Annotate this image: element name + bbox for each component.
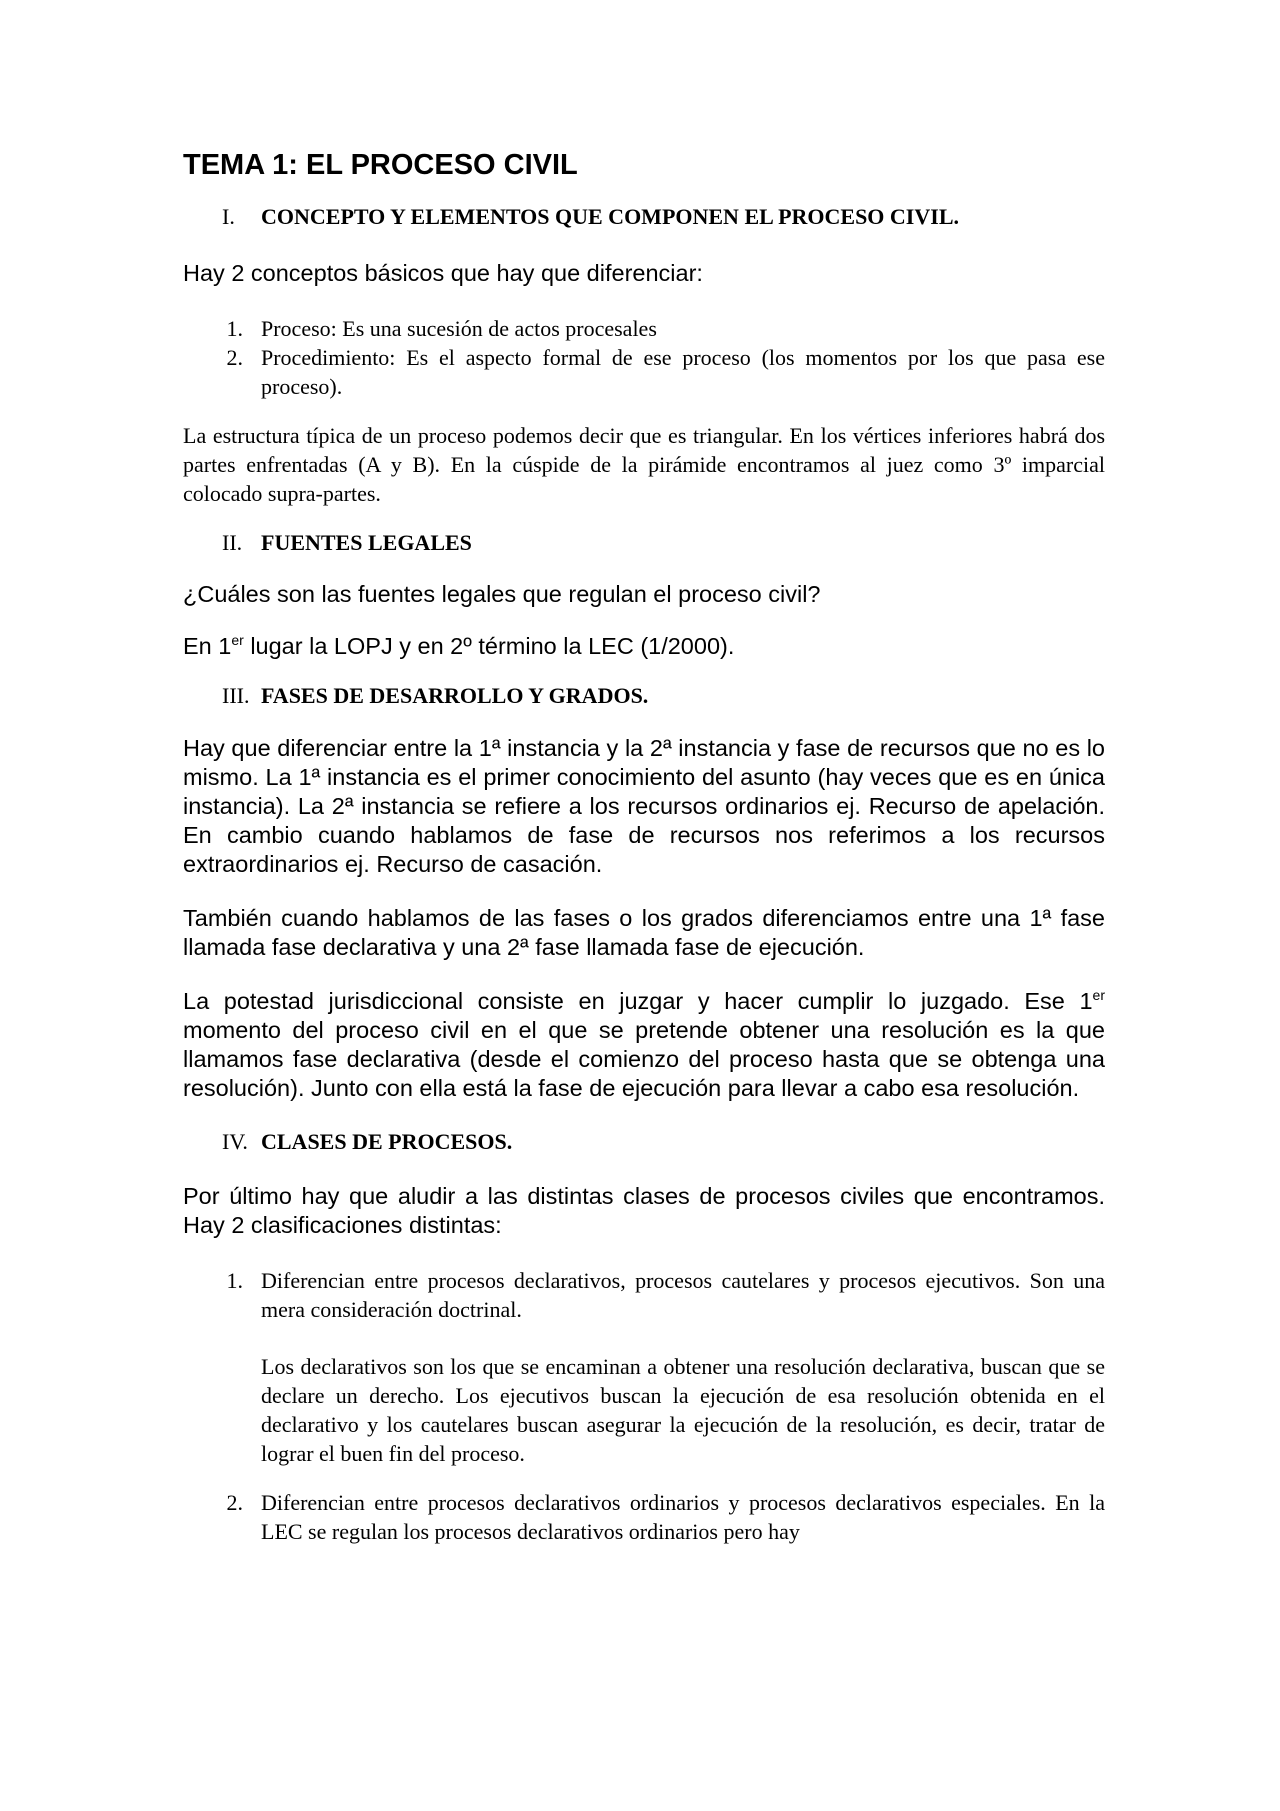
classes-list — [183, 1266, 1105, 1546]
section-heading-1 — [183, 202, 1105, 231]
list-item — [183, 1266, 1105, 1468]
list-item-number: 2. — [226, 345, 243, 370]
section-heading-text: FUENTES LEGALES — [261, 530, 472, 555]
phases-paragraph-part: La potestad jurisdiccional consiste en juzgar y hacer cumplir lo juzgado. Ese 1 — [183, 988, 1093, 1014]
list-item-text: Diferencian entre procesos declarativos, procesos cautelares y procesos ejecutivos. Son una mera consideración doctrinal. — [261, 1268, 1105, 1322]
section-numeral: IV. — [222, 1129, 248, 1154]
sources-answer-part: En 1 — [183, 633, 232, 659]
list-item-number: 2. — [226, 1490, 243, 1515]
structure-paragraph: La estructura típica de un proceso podemos decir que es triangular. En los vértices inferiores habrá dos partes enfrentadas (A y B). En la cúspide de la pirámide encontramos al juez como 3º imparcial colocado supra-partes. — [183, 423, 1105, 506]
phases-paragraph-1: Hay que diferenciar entre la 1ª instancia y la 2ª instancia y fase de recursos que no es lo mismo. La 1ª instancia es el primer conocimiento del asunto (hay veces que es en única instancia). La 2ª instancia se refiere a los recursos ordinarios ej. Recurso de apelación. En cambio cuando hablamos de fase de recursos nos referimos a los recursos extraordinarios ej. Recurso de casación. — [183, 735, 1105, 877]
list-item-text: Procedimiento: Es el aspecto formal de ese proceso (los momentos por los que pasa ese proceso). — [261, 345, 1105, 399]
section-heading-text: CONCEPTO Y ELEMENTOS QUE COMPONEN EL PROCESO CIVIL. — [261, 204, 959, 229]
sources-question: ¿Cuáles son las fuentes legales que regulan el proceso civil? — [183, 581, 821, 607]
list-item-subparagraph: Los declarativos son los que se encaminan a obtener una resolución declarativa, buscan que se declare un derecho. Los ejecutivos buscan la ejecución de esa resolución obtenida en el declarativo y los cautelares buscan asegurar la ejecución de la resolución, es decir, tratar de lograr el buen fin del proceso. — [261, 1354, 1105, 1466]
classes-intro: Por último hay que aludir a las distintas clases de procesos civiles que encontramos. Hay 2 clasificaciones distintas: — [183, 1183, 1105, 1238]
list-item — [183, 343, 1105, 401]
phases-paragraph-3 — [183, 987, 1105, 1103]
list-item — [183, 314, 1105, 343]
section-heading-4 — [183, 1127, 1105, 1156]
section-numeral: III. — [222, 683, 250, 708]
section-heading-3 — [183, 681, 1105, 710]
list-item-text: Diferencian entre procesos declarativos ordinarios y procesos declarativos especiales. En la LEC se regulan los procesos declarativos ordinarios pero hay — [261, 1490, 1105, 1544]
document-title: TEMA 1: EL PROCESO CIVIL — [183, 149, 578, 181]
superscript: er — [231, 632, 244, 648]
list-item — [183, 1488, 1105, 1546]
list-item-body — [261, 1488, 1105, 1546]
sources-answer — [183, 632, 1105, 661]
sources-answer-part: lugar la LOPJ y en 2º término la LEC (1/2000). — [243, 633, 735, 659]
list-item-number: 1. — [226, 316, 243, 341]
phases-paragraph-2: También cuando hablamos de las fases o los grados diferenciamos entre una 1ª fase llamada fase declarativa y una 2ª fase llamada fase de ejecución. — [183, 905, 1105, 960]
section-heading-text: FASES DE DESARROLLO Y GRADOS. — [261, 683, 649, 708]
section-heading-2 — [183, 528, 1105, 557]
document-page — [183, 148, 1105, 1546]
concepts-list — [183, 314, 1105, 401]
list-item-body — [261, 1266, 1105, 1468]
list-item-text: Proceso: Es una sucesión de actos procesales — [261, 316, 657, 341]
section-heading-text: CLASES DE PROCESOS. — [261, 1129, 513, 1154]
list-item-number: 1. — [226, 1268, 243, 1293]
concepts-intro: Hay 2 conceptos básicos que hay que diferenciar: — [183, 260, 703, 286]
superscript: er — [1092, 987, 1105, 1003]
section-numeral: II. — [222, 530, 243, 555]
section-numeral: I. — [222, 204, 235, 229]
phases-paragraph-part: momento del proceso civil en el que se pretende obtener una resolución es la que llamamos fase declarativa (desde el comienzo del proceso hasta que se obtenga una resolución). Junto con ella está la fase de ejecución para llevar a cabo esa resolución. — [183, 1017, 1105, 1101]
